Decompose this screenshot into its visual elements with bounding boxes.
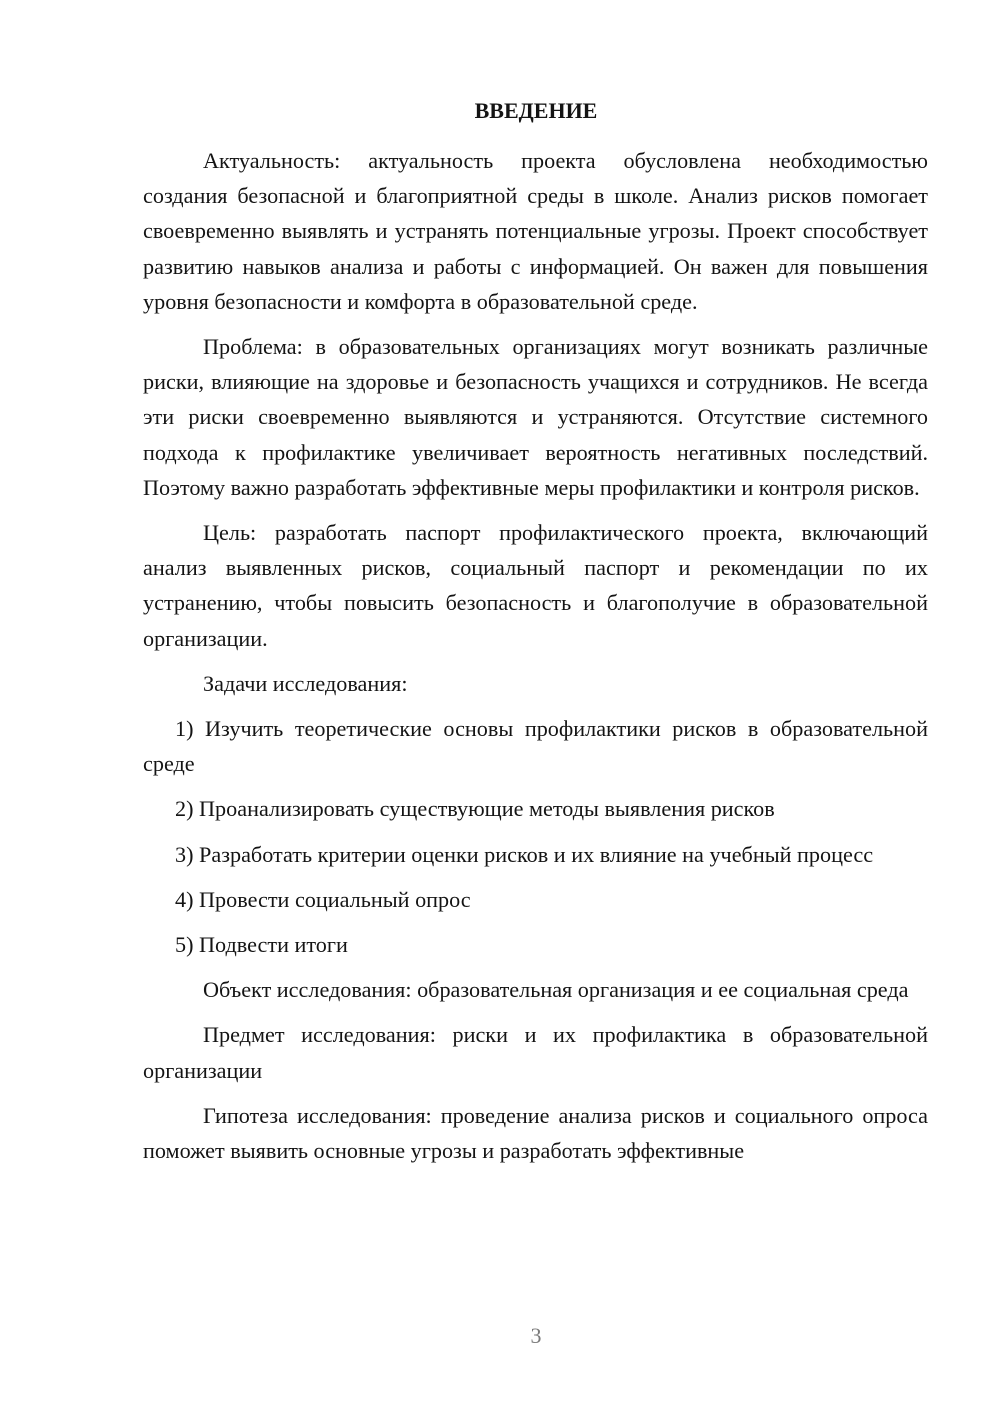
section-title: ВВЕДЕНИЕ <box>474 98 598 123</box>
task-item-3: 3) Разработать критерии оценки рисков и их влияние на учебный процесс <box>175 841 874 867</box>
paragraph-problem: Проблема: в образовательных организациях могут возникать различные риски, влияющие на здоровье и безопасность учащихся и сотрудников. Не всегда эти риски своевременно выявляются и устраняются. Отсутствие системного подхода к профилактике увеличивает вероятность негативных последствий. Поэтому важно разработать эффективные меры профилактики и контроля рисков. <box>143 334 928 500</box>
page-number: 3 <box>530 1323 542 1348</box>
paragraph-goal: Цель: разработать паспорт профилактического проекта, включающий анализ выявленных рисков, социальный паспорт и рекомендации по их устранению, чтобы повысить безопасность и благополучие в образовательной организации. <box>143 520 928 651</box>
paragraph-hypothesis: Гипотеза исследования: проведение анализа рисков и социального опроса поможет выявить основные угрозы и разработать эффективные <box>143 1102 928 1164</box>
document-body <box>143 143 928 1178</box>
paragraph-relevance: Актуальность: актуальность проекта обусловлена необходимостью создания безопасной и благоприятной среды в школе. Анализ рисков помогает своевременно выявлять и устранять потенциальные угрозы. Проект способствует развитию навыков анализа и работы с информацией. Он важен для повышения уровня безопасности и комфорта в образовательной среде. <box>143 148 928 314</box>
task-item-5: 5) Подвести итоги <box>175 932 348 958</box>
tasks-heading: Задачи исследования: <box>203 670 408 696</box>
task-item-1: 1) Изучить теоретические основы профилактики рисков в образовательной среде <box>143 716 928 777</box>
task-item-2: 2) Проанализировать существующие методы выявления рисков <box>175 796 775 822</box>
paragraph-object: Объект исследования: образовательная организация и ее социальная среда <box>203 977 909 1003</box>
task-item-4: 4) Провести социальный опрос <box>175 886 471 912</box>
paragraph-subject: Предмет исследования: риски и их профилактика в образовательной организации <box>143 1022 928 1083</box>
